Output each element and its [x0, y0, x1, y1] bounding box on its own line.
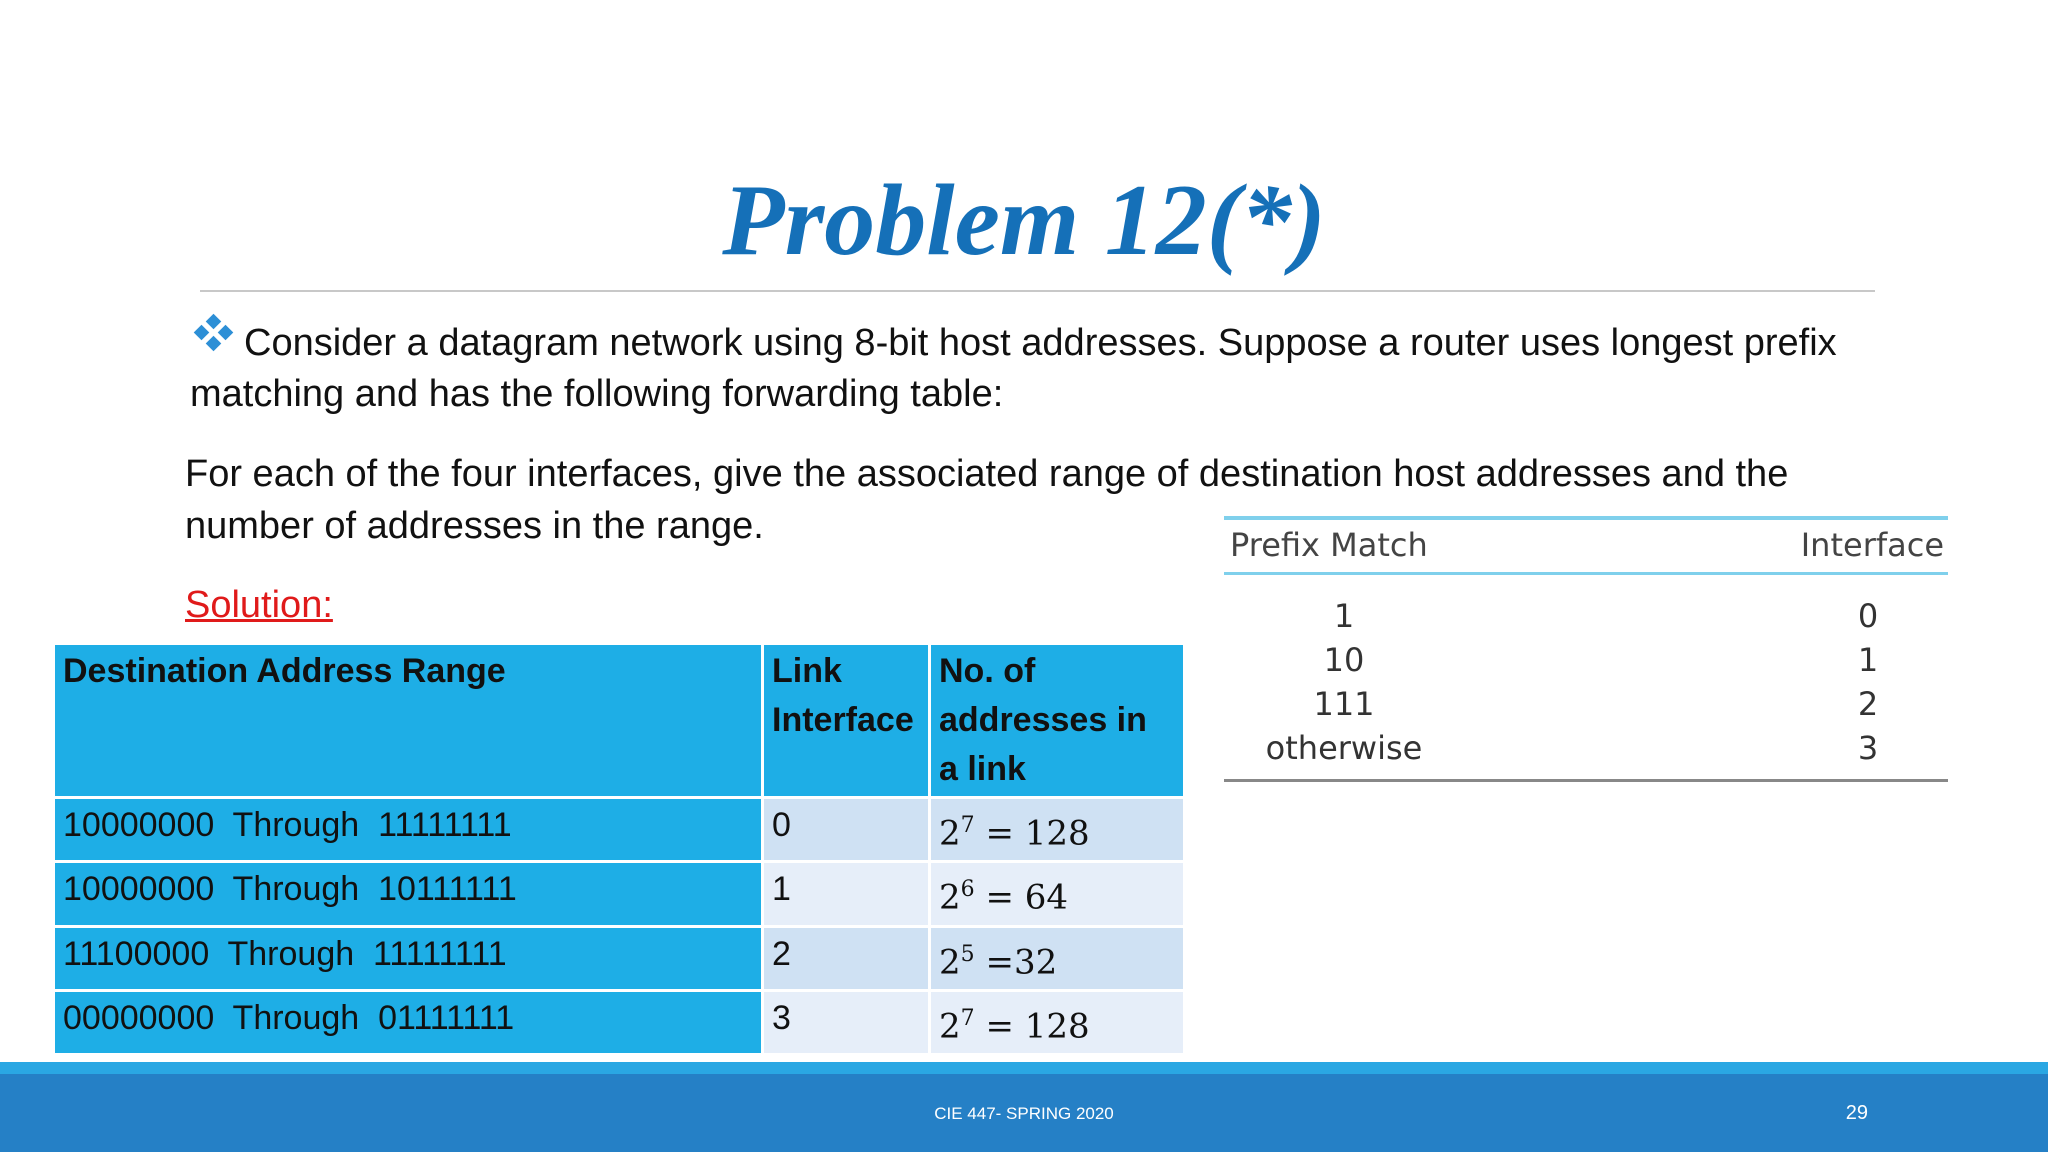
header-interface: Interface: [1800, 526, 1944, 564]
count-exponent: 7: [960, 813, 975, 838]
count-value: = 128: [985, 1006, 1090, 1047]
intro-paragraph: [190, 318, 1890, 420]
diamond-bullet-icon: [190, 314, 238, 354]
count-value: =32: [985, 941, 1058, 982]
range-cell: 00000000 Through 01111111: [54, 990, 763, 1054]
question-text: For each of the four interfaces, give the associated range of destination host addresses and the number of addresses in the range.: [185, 453, 1789, 547]
solution-label: Solution:: [185, 584, 333, 626]
table-row: [54, 862, 1185, 926]
count-cell: [930, 990, 1185, 1054]
header-prefix-match: Prefix Match: [1230, 526, 1428, 564]
prefix-cell: 10: [1323, 641, 1365, 679]
forwarding-table-bottom-rule: [1224, 779, 1948, 782]
count-value: = 64: [985, 877, 1069, 918]
count-exponent: 7: [960, 1005, 975, 1031]
count-exponent: 5: [960, 941, 975, 967]
count-exponent: 6: [960, 877, 975, 903]
forwarding-row: [1224, 685, 1948, 729]
solution-table-header: [54, 644, 1185, 798]
solution-table: [52, 642, 1186, 1056]
table-row: [54, 990, 1185, 1054]
forwarding-row: [1224, 597, 1948, 641]
forwarding-row: [1224, 729, 1948, 773]
interface-cell: 1: [1857, 641, 1879, 679]
interface-cell: 3: [1857, 729, 1879, 767]
footer-bar: [0, 1074, 2048, 1152]
interface-cell: 0: [763, 798, 930, 862]
interface-cell: 3: [763, 990, 930, 1054]
intro-text: Consider a datagram network using 8-bit host addresses. Suppose a router uses longest prefix matching and has the following forwarding table:: [190, 322, 1837, 415]
forwarding-table-header: [1224, 516, 1948, 575]
count-base: 2: [939, 1006, 961, 1047]
header-count: No. of addresses in a link: [930, 644, 1185, 798]
range-cell: 10000000 Through 11111111: [54, 798, 763, 862]
slide-title: Problem 12(*): [722, 164, 1326, 277]
interface-cell: 2: [763, 926, 930, 990]
course-label: CIE 447- SPRING 2020: [934, 1104, 1114, 1123]
header-interface: Link Interface: [763, 644, 930, 798]
prefix-cell: 111: [1313, 685, 1375, 723]
title-divider: [200, 290, 1875, 292]
count-base: 2: [939, 941, 961, 982]
page-number: 29: [1845, 1102, 1868, 1124]
header-range: Destination Address Range: [54, 644, 763, 798]
interface-cell: 1: [763, 862, 930, 926]
range-cell: 11100000 Through 11111111: [54, 926, 763, 990]
count-cell: [930, 926, 1185, 990]
count-base: 2: [939, 877, 961, 918]
interface-cell: 2: [1857, 685, 1879, 723]
table-row: [54, 926, 1185, 990]
prefix-cell: otherwise: [1265, 729, 1423, 767]
count-cell: [930, 862, 1185, 926]
count-value: = 128: [985, 813, 1090, 854]
interface-cell: 0: [1857, 597, 1879, 635]
range-cell: 10000000 Through 10111111: [54, 862, 763, 926]
forwarding-table: [1224, 516, 1948, 782]
forwarding-row: [1224, 641, 1948, 685]
count-base: 2: [939, 813, 961, 854]
table-row: [54, 798, 1185, 862]
count-cell: [930, 798, 1185, 862]
footer-accent-strip: [0, 1062, 2048, 1074]
prefix-cell: 1: [1333, 597, 1355, 635]
